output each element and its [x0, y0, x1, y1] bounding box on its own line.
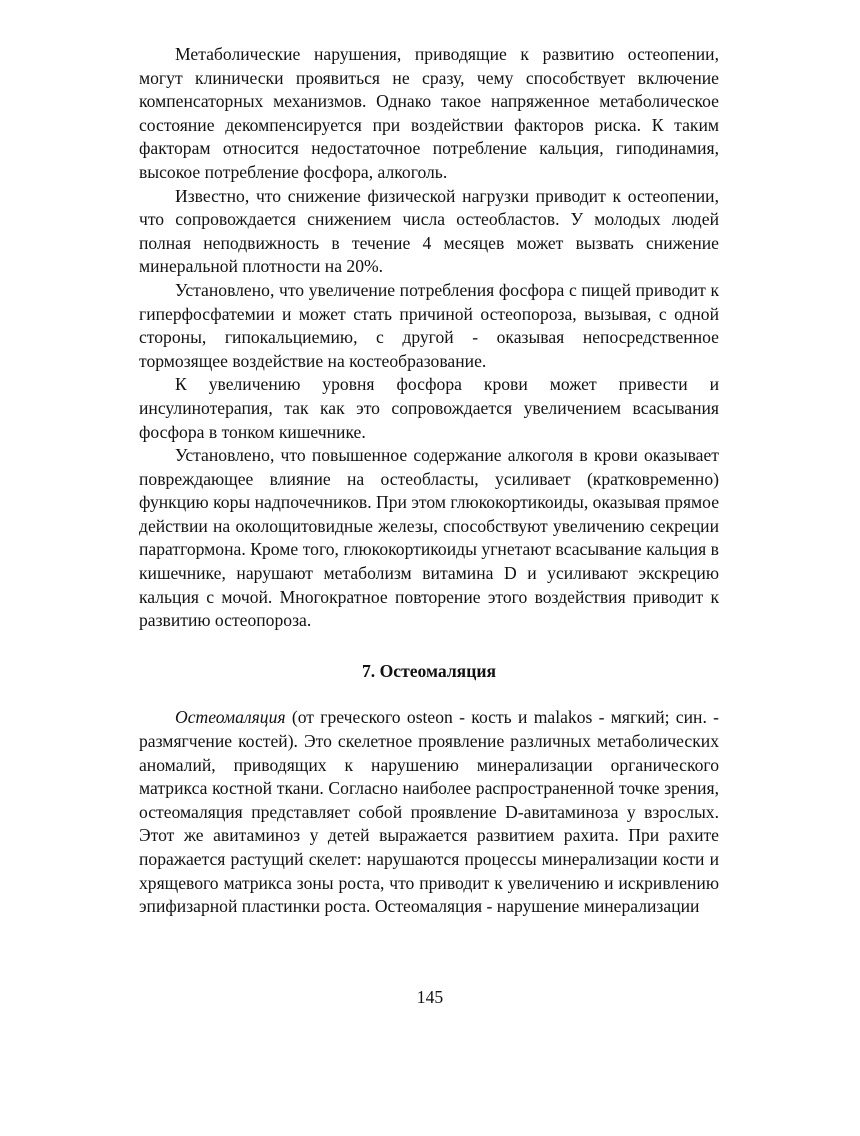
page-content [139, 43, 719, 919]
paragraph-osteomalacia-definition [139, 706, 719, 918]
paragraph-alcohol-effect: Установлено, что повышенное содержание алкоголя в крови оказывает повреждающее влияние на остеобласты, усиливает (кратковременно) функцию коры надпочечников. При этом глюкокортикоиды, оказывая прямое действии на околощитовидные железы, способствуют увеличению секреции паратгормона. Кроме того, глюкокортикоиды угнетают всасывание кальция в кишечнике, нарушают метаболизм витамина D и усиливают экскрецию кальция с мочой. Многократное повторение этого воздействия приводит к развитию остеопороза. [139, 445, 719, 631]
paragraph-phosphorus-intake: Установлено, что увеличение потребления фосфора с пищей приводит к гиперфосфатемии и может стать причиной остеопороза, вызывая, с одной стороны, гипокальциемию, с другой - оказывая непосредственное тормозящее воздействие на костеобразование. [139, 279, 719, 371]
section-heading: 7. Остеомаляция [362, 660, 496, 681]
osteomalacia-term: Остеомаляция [175, 707, 286, 728]
paragraph-insulin-therapy: К увеличению уровня фосфора крови может привести и инсулинотерапия, так как это сопровождается увеличением всасывания фосфора в тонком кишечнике. [139, 374, 719, 442]
paragraph-physical-activity: Известно, что снижение физической нагрузки приводит к остеопении, что сопровождается снижением числа остеобластов. У молодых людей полная неподвижность в течение 4 месяцев может вызвать снижение минеральной плотности на 20%. [139, 185, 719, 277]
page-number: 145 [416, 987, 444, 1007]
osteomalacia-text: (от греческого osteon - кость и malakos - мягкий; син. - размягчение костей). Это скелетное проявление различных метаболических аномалий, приводящих к нарушению минерализации органического матрикса костной ткани. Согласно наиболее распространенной точке зрения, остеомаляция представляет собой проявление D-авитаминоза у взрослых. Этот же авитаминоз у детей выражается развитием рахита. При рахите поражается растущий скелет: нарушаются процессы минерализации кости и хрящевого матрикса зоны роста, что приводит к увеличению и искривлению эпифизарной пластинки роста. Остеомаляция - нарушение минерализации [139, 707, 719, 917]
paragraph-metabolic-disorders: Метаболические нарушения, приводящие к развитию остеопении, могут клинически проявиться не сразу, чему способствует включение компенсаторных механизмов. Однако такое напряженное метаболическое состояние декомпенсируется при воздействии факторов риска. К таким факторам относится недостаточное потребление кальция, гиподинамия, высокое потребление фосфора, алкоголь. [139, 44, 719, 182]
